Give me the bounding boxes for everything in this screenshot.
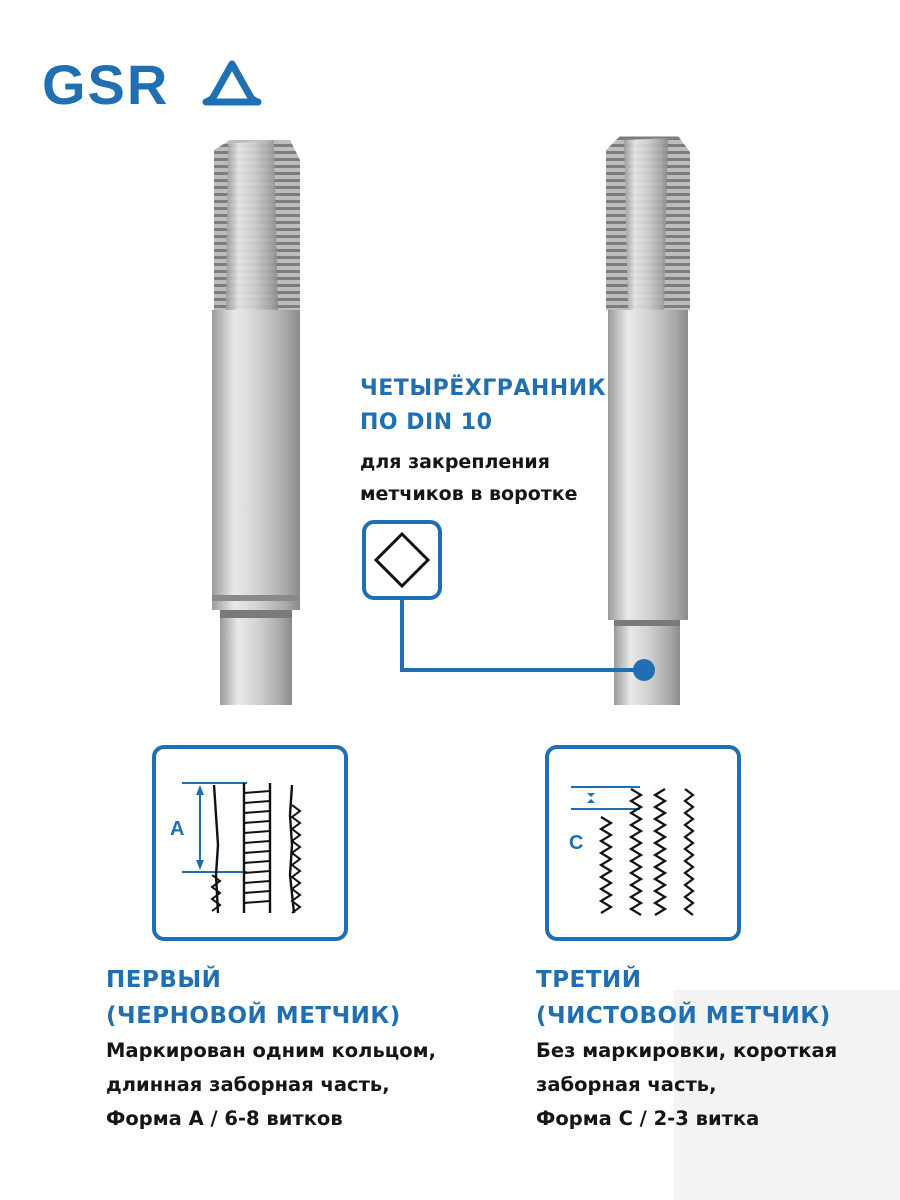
square-callout-desc-line2: метчиков в воротке	[360, 483, 578, 505]
square-callout-title-line2: ПО DIN 10	[360, 410, 493, 435]
third-tap-title-line1: ТРЕТИЙ	[536, 967, 642, 993]
square-callout-title-line1: ЧЕТЫРЁХГРАННИК	[360, 376, 607, 401]
third-tap-desc-line3: Форма С / 2-3 витка	[536, 1107, 760, 1130]
first-tap-title-line2: (ЧЕРНОВОЙ МЕТЧИК)	[106, 1003, 401, 1029]
caption-third-tap	[536, 962, 837, 1136]
square-callout-desc	[360, 446, 578, 510]
diagram-a-label: A	[170, 818, 185, 840]
gsr-logo	[42, 56, 262, 117]
logo-mark-icon	[206, 64, 258, 102]
square-connector	[362, 520, 662, 690]
square-callout-title	[360, 372, 606, 440]
diagram-form-c	[545, 745, 741, 946]
first-tap-title-line1: ПЕРВЫЙ	[106, 967, 222, 993]
third-tap-desc-line1: Без маркировки, короткая	[536, 1039, 838, 1062]
caption-first-tap	[106, 962, 436, 1136]
connector-dot-icon	[633, 659, 655, 681]
first-tap-desc-line1: Маркирован одним кольцом,	[106, 1039, 436, 1062]
logo-text: GSR	[42, 56, 170, 112]
tap-first-image	[200, 130, 310, 715]
first-tap-desc-line3: Форма А / 6-8 витков	[106, 1107, 343, 1130]
square-callout-desc-line1: для закрепления	[360, 451, 550, 473]
diagram-c-label: C	[569, 832, 584, 854]
diagram-form-a	[152, 745, 348, 946]
first-tap-desc-line2: длинная заборная часть,	[106, 1073, 390, 1096]
third-tap-title-line2: (ЧИСТОВОЙ МЕТЧИК)	[536, 1003, 831, 1029]
third-tap-desc-line2: заборная часть,	[536, 1073, 717, 1096]
